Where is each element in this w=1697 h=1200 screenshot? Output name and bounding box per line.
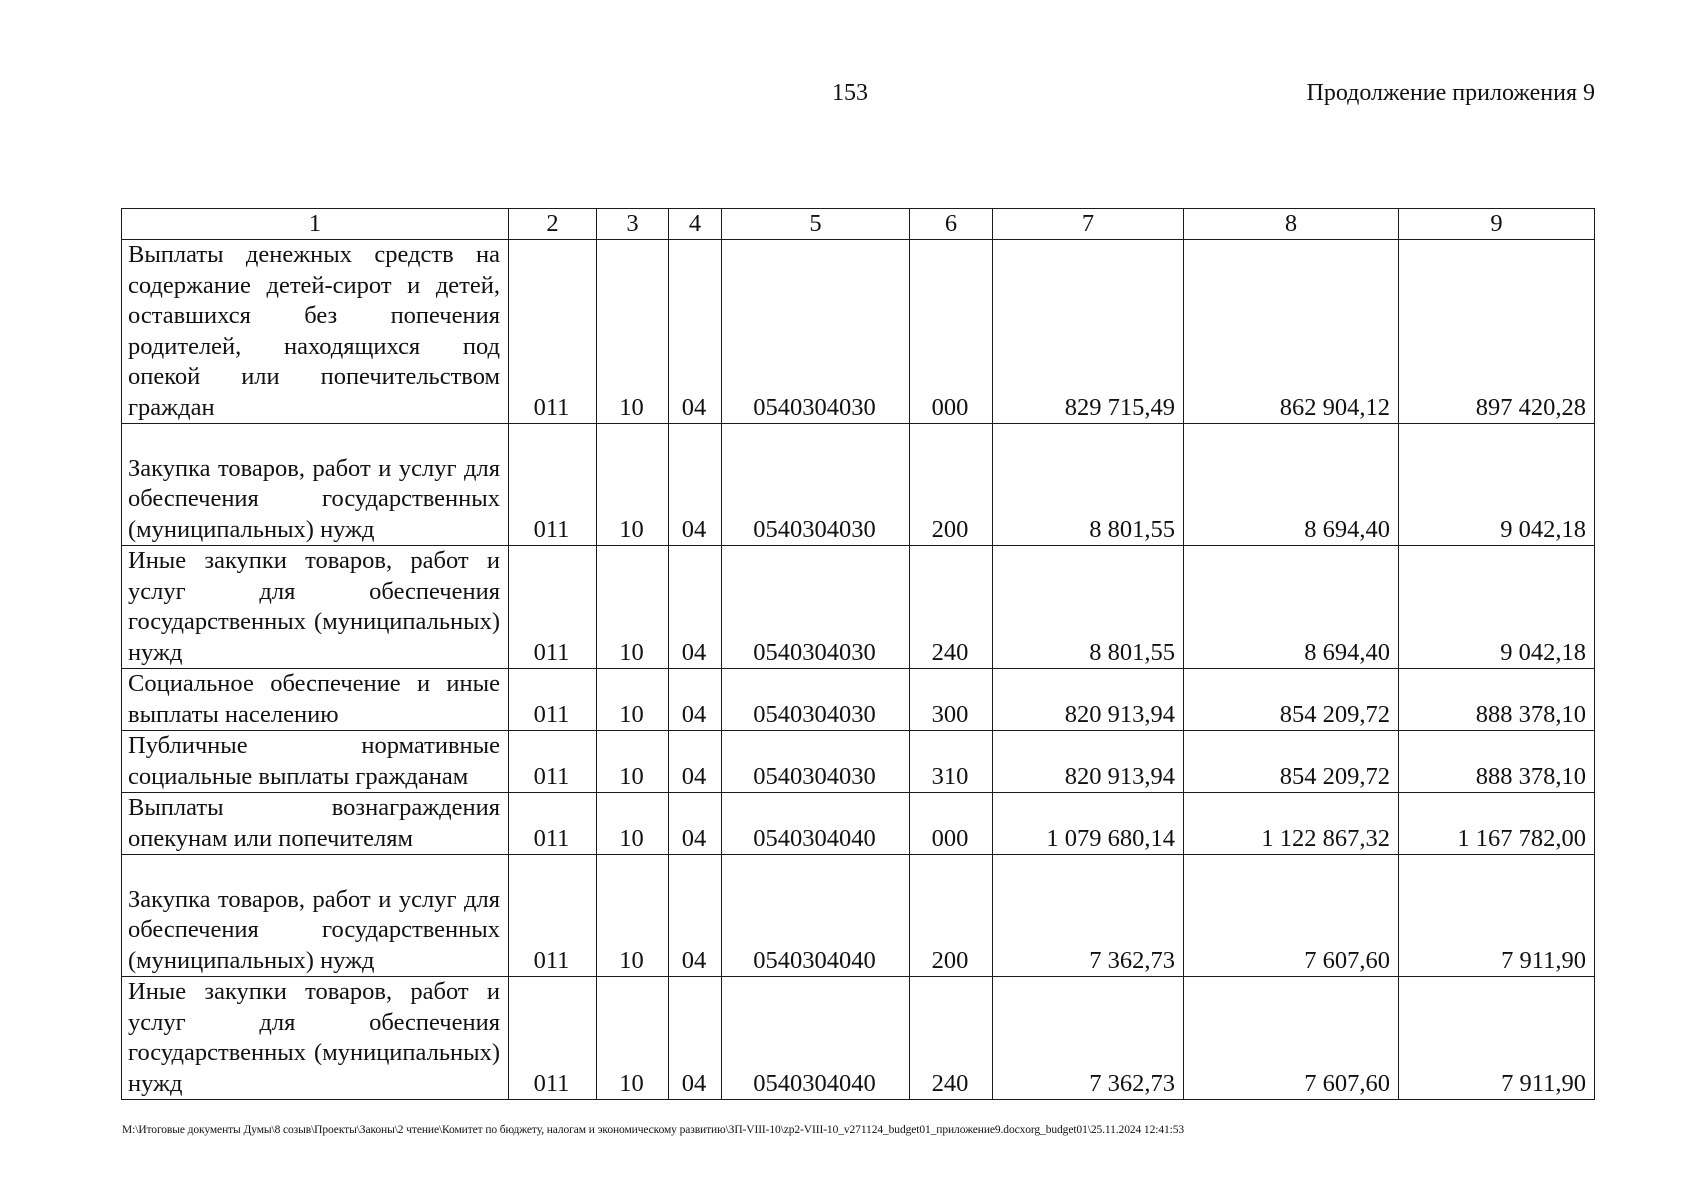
column-number: 7 — [993, 209, 1184, 240]
subsection-code-cell: 04 — [669, 240, 722, 424]
ministry-code-cell: 011 — [509, 424, 597, 546]
column-number: 2 — [509, 209, 597, 240]
column-number: 3 — [597, 209, 669, 240]
table-row — [122, 424, 1595, 546]
appendix-continuation-label: Продолжение приложения 9 — [1306, 80, 1595, 106]
table-row — [122, 793, 1595, 855]
amount-cell-col7: 820 913,94 — [993, 669, 1184, 731]
section-code-cell: 10 — [597, 855, 669, 977]
amount-cell-col8: 7 607,60 — [1184, 977, 1399, 1100]
table-row — [122, 731, 1595, 793]
subsection-code-cell: 04 — [669, 731, 722, 793]
section-code-cell: 10 — [597, 669, 669, 731]
ministry-code-cell: 011 — [509, 669, 597, 731]
amount-cell-col9: 888 378,10 — [1399, 731, 1595, 793]
section-code-cell: 10 — [597, 240, 669, 424]
expense-name-cell: Закупка товаров, работ и услуг для обеспечения государственных (муниципальных) нужд — [122, 855, 509, 977]
ministry-code-cell: 011 — [509, 855, 597, 977]
subsection-code-cell: 04 — [669, 793, 722, 855]
target-item-code-cell: 0540304030 — [722, 669, 910, 731]
column-number-row — [122, 209, 1595, 240]
column-number: 4 — [669, 209, 722, 240]
amount-cell-col8: 8 694,40 — [1184, 546, 1399, 669]
amount-cell-col7: 8 801,55 — [993, 424, 1184, 546]
amount-cell-col8: 854 209,72 — [1184, 731, 1399, 793]
amount-cell-col8: 862 904,12 — [1184, 240, 1399, 424]
target-item-code-cell: 0540304030 — [722, 731, 910, 793]
subsection-code-cell: 04 — [669, 977, 722, 1100]
budget-table — [121, 208, 1595, 1100]
amount-cell-col8: 1 122 867,32 — [1184, 793, 1399, 855]
expense-type-code-cell: 000 — [910, 793, 993, 855]
ministry-code-cell: 011 — [509, 977, 597, 1100]
expense-name-cell: Публичные нормативные социальные выплаты гражданам — [122, 731, 509, 793]
amount-cell-col7: 820 913,94 — [993, 731, 1184, 793]
table-row — [122, 240, 1595, 424]
ministry-code-cell: 011 — [509, 793, 597, 855]
expense-type-code-cell: 240 — [910, 546, 993, 669]
column-number: 9 — [1399, 209, 1595, 240]
amount-cell-col8: 8 694,40 — [1184, 424, 1399, 546]
subsection-code-cell: 04 — [669, 855, 722, 977]
column-number: 8 — [1184, 209, 1399, 240]
amount-cell-col9: 7 911,90 — [1399, 977, 1595, 1100]
expense-type-code-cell: 240 — [910, 977, 993, 1100]
page-number: 153 — [832, 80, 868, 106]
amount-cell-col9: 9 042,18 — [1399, 546, 1595, 669]
amount-cell-col8: 7 607,60 — [1184, 855, 1399, 977]
amount-cell-col9: 7 911,90 — [1399, 855, 1595, 977]
table-row — [122, 977, 1595, 1100]
subsection-code-cell: 04 — [669, 669, 722, 731]
amount-cell-col9: 1 167 782,00 — [1399, 793, 1595, 855]
amount-cell-col7: 1 079 680,14 — [993, 793, 1184, 855]
column-number: 5 — [722, 209, 910, 240]
amount-cell-col7: 8 801,55 — [993, 546, 1184, 669]
amount-cell-col9: 897 420,28 — [1399, 240, 1595, 424]
subsection-code-cell: 04 — [669, 546, 722, 669]
expense-name-cell: Выплаты денежных средств на содержание детей-сирот и детей, оставшихся без попечения родителей, находящихся под опекой или попечительством граждан — [122, 240, 509, 424]
target-item-code-cell: 0540304040 — [722, 977, 910, 1100]
ministry-code-cell: 011 — [509, 546, 597, 669]
footer-file-path: M:\Итоговые документы Думы\8 созыв\Проекты\Законы\2 чтение\Комитет по бюджету, налогам и экономическому развитию\ЗП-VIII-10\zp2-VIII-10_v271124_budget01_приложение9.docxorg_budget01\25.11.2024 12:41:53 — [122, 1124, 1185, 1136]
expense-type-code-cell: 310 — [910, 731, 993, 793]
section-code-cell: 10 — [597, 424, 669, 546]
ministry-code-cell: 011 — [509, 240, 597, 424]
target-item-code-cell: 0540304030 — [722, 546, 910, 669]
expense-type-code-cell: 000 — [910, 240, 993, 424]
table-row — [122, 546, 1595, 669]
section-code-cell: 10 — [597, 731, 669, 793]
target-item-code-cell: 0540304040 — [722, 793, 910, 855]
amount-cell-col9: 888 378,10 — [1399, 669, 1595, 731]
column-number: 1 — [122, 209, 509, 240]
target-item-code-cell: 0540304030 — [722, 240, 910, 424]
expense-type-code-cell: 300 — [910, 669, 993, 731]
amount-cell-col9: 9 042,18 — [1399, 424, 1595, 546]
table-row — [122, 855, 1595, 977]
subsection-code-cell: 04 — [669, 424, 722, 546]
ministry-code-cell: 011 — [509, 731, 597, 793]
expense-name-cell: Выплаты вознаграждения опекунам или попечителям — [122, 793, 509, 855]
expense-name-cell: Социальное обеспечение и иные выплаты населению — [122, 669, 509, 731]
section-code-cell: 10 — [597, 546, 669, 669]
expense-name-cell: Закупка товаров, работ и услуг для обеспечения государственных (муниципальных) нужд — [122, 424, 509, 546]
column-number: 6 — [910, 209, 993, 240]
target-item-code-cell: 0540304030 — [722, 424, 910, 546]
amount-cell-col7: 7 362,73 — [993, 855, 1184, 977]
expense-type-code-cell: 200 — [910, 424, 993, 546]
section-code-cell: 10 — [597, 977, 669, 1100]
table-row — [122, 669, 1595, 731]
expense-name-cell: Иные закупки товаров, работ и услуг для обеспечения государственных (муниципальных) нужд — [122, 546, 509, 669]
amount-cell-col8: 854 209,72 — [1184, 669, 1399, 731]
section-code-cell: 10 — [597, 793, 669, 855]
amount-cell-col7: 829 715,49 — [993, 240, 1184, 424]
expense-name-cell: Иные закупки товаров, работ и услуг для обеспечения государственных (муниципальных) нужд — [122, 977, 509, 1100]
amount-cell-col7: 7 362,73 — [993, 977, 1184, 1100]
target-item-code-cell: 0540304040 — [722, 855, 910, 977]
expense-type-code-cell: 200 — [910, 855, 993, 977]
